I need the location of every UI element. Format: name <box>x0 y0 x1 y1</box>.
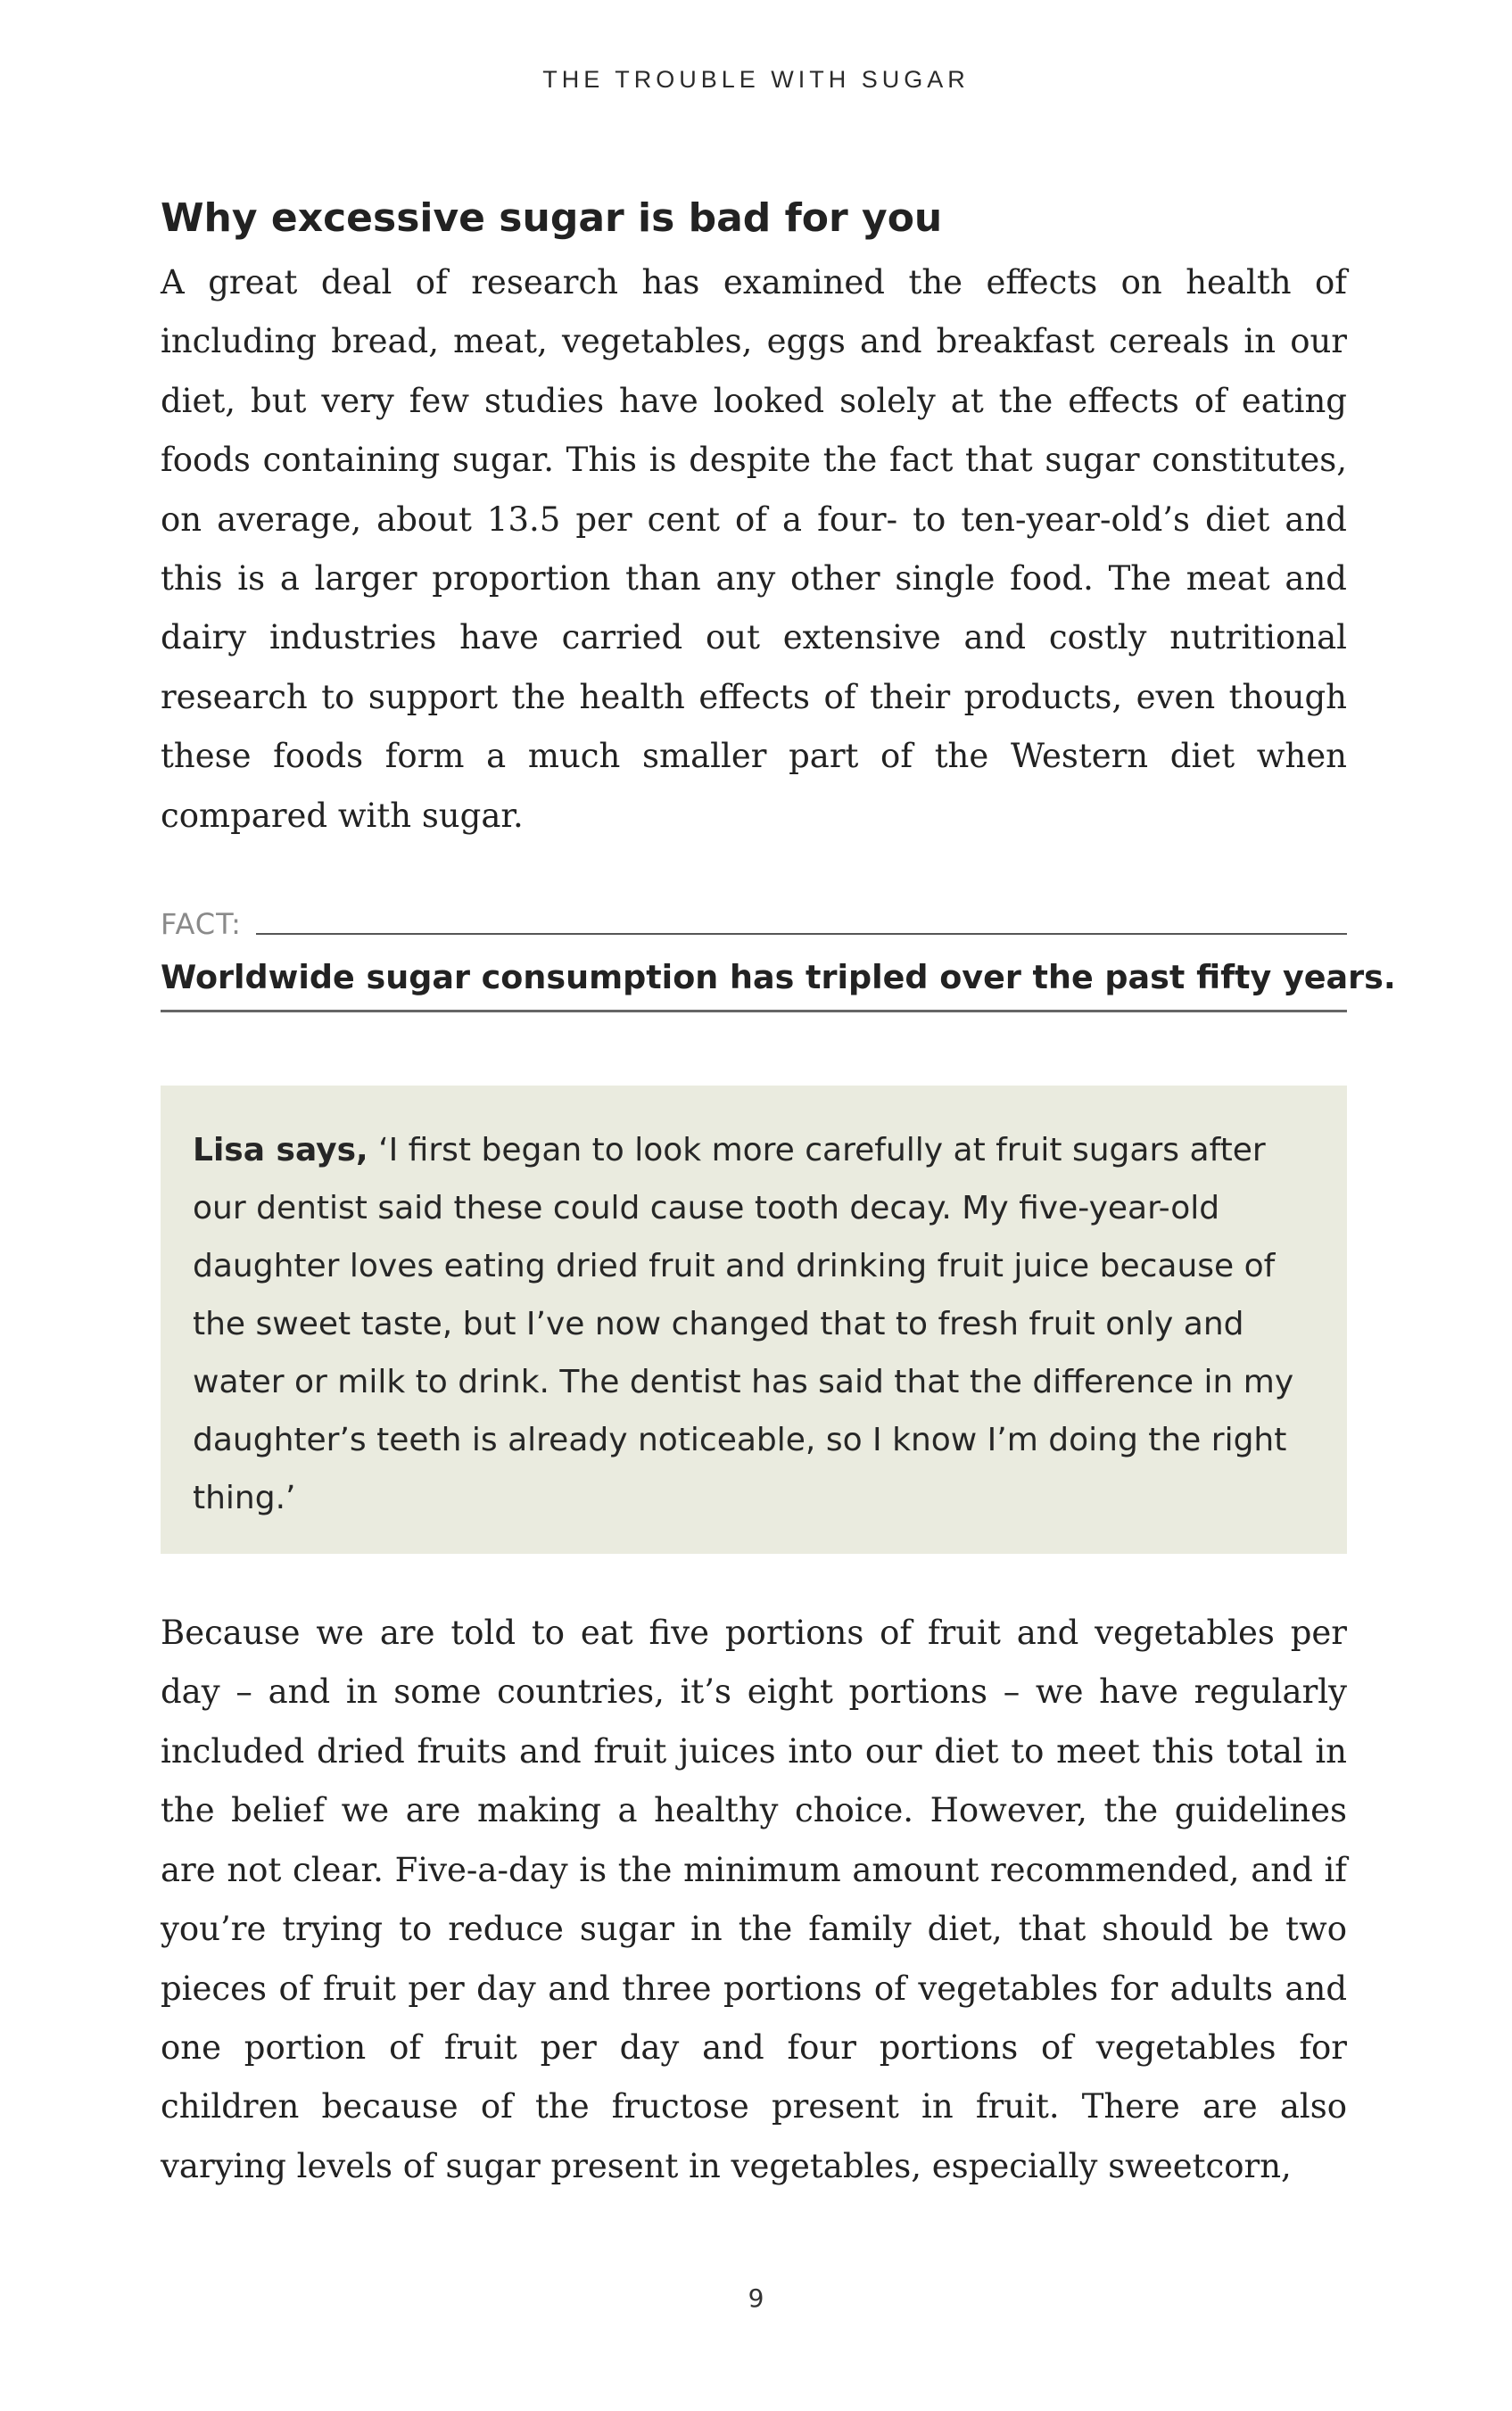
fact-text: Worldwide sugar consumption has tripled over the past fifty years. <box>161 958 1396 997</box>
fact-bottom-rule <box>161 1010 1347 1012</box>
intro-paragraph: A great deal of research has examined the effects on health of including bread, meat, vegetables, eggs and breakfast cereals in our diet, but very few studies have looked solely at the effects of eating foods containing sugar. This is despite the fact that sugar constitutes, on average, about 13.5 per cent of a four- to ten-year-old’s diet and this is a larger proportion than any other single food. The meat and dairy industries have carried out extensive and costly nutritional research to support the health effects of their products, even though these foods form a much smaller part of the Western diet when compared with sugar. <box>161 263 1347 835</box>
page-content <box>161 187 1396 2196</box>
quote-box <box>161 1086 1347 1554</box>
quote-paragraph <box>193 1121 1322 1527</box>
quote-speaker: Lisa says, <box>193 1132 368 1169</box>
fact-label: FACT: <box>161 907 242 942</box>
quote-text: ‘I first began to look more carefully at fruit sugars after our dentist said these could cause tooth decay. My five-year-old daughter loves eating dried fruit and drinking fruit juice because of the sweet taste, but I’ve now changed that to fresh fruit only and water or milk to drink. The dentist has said that the difference in my daughter’s teeth is already noticeable, so I know I’m doing the right thing.’ <box>193 1132 1294 1517</box>
fact-header <box>161 906 1347 942</box>
fact-box <box>161 906 1396 1012</box>
fact-top-rule <box>256 933 1347 935</box>
second-paragraph: Because we are told to eat five portions of fruit and vegetables per day – and in some countries, it’s eight portions – we have regularly included dried fruits and fruit juices into our diet to meet this total in the belief we are making a healthy choice. However, the guidelines are not clear. Five-a-day is the minimum amount recommended, and if you’re trying to reduce sugar in the family diet, that should be two pieces of fruit per day and three portions of vegetables for adults and one portion of fruit per day and four portions of vegetables for children because of the fructose present in fruit. There are also varying levels of sugar present in vegetables, especially sweetcorn, <box>161 1614 1347 2185</box>
page-number: 9 <box>748 2283 764 2313</box>
running-head: THE TROUBLE WITH SUGAR <box>542 66 970 93</box>
section-heading: Why excessive sugar is bad for you <box>161 195 943 241</box>
